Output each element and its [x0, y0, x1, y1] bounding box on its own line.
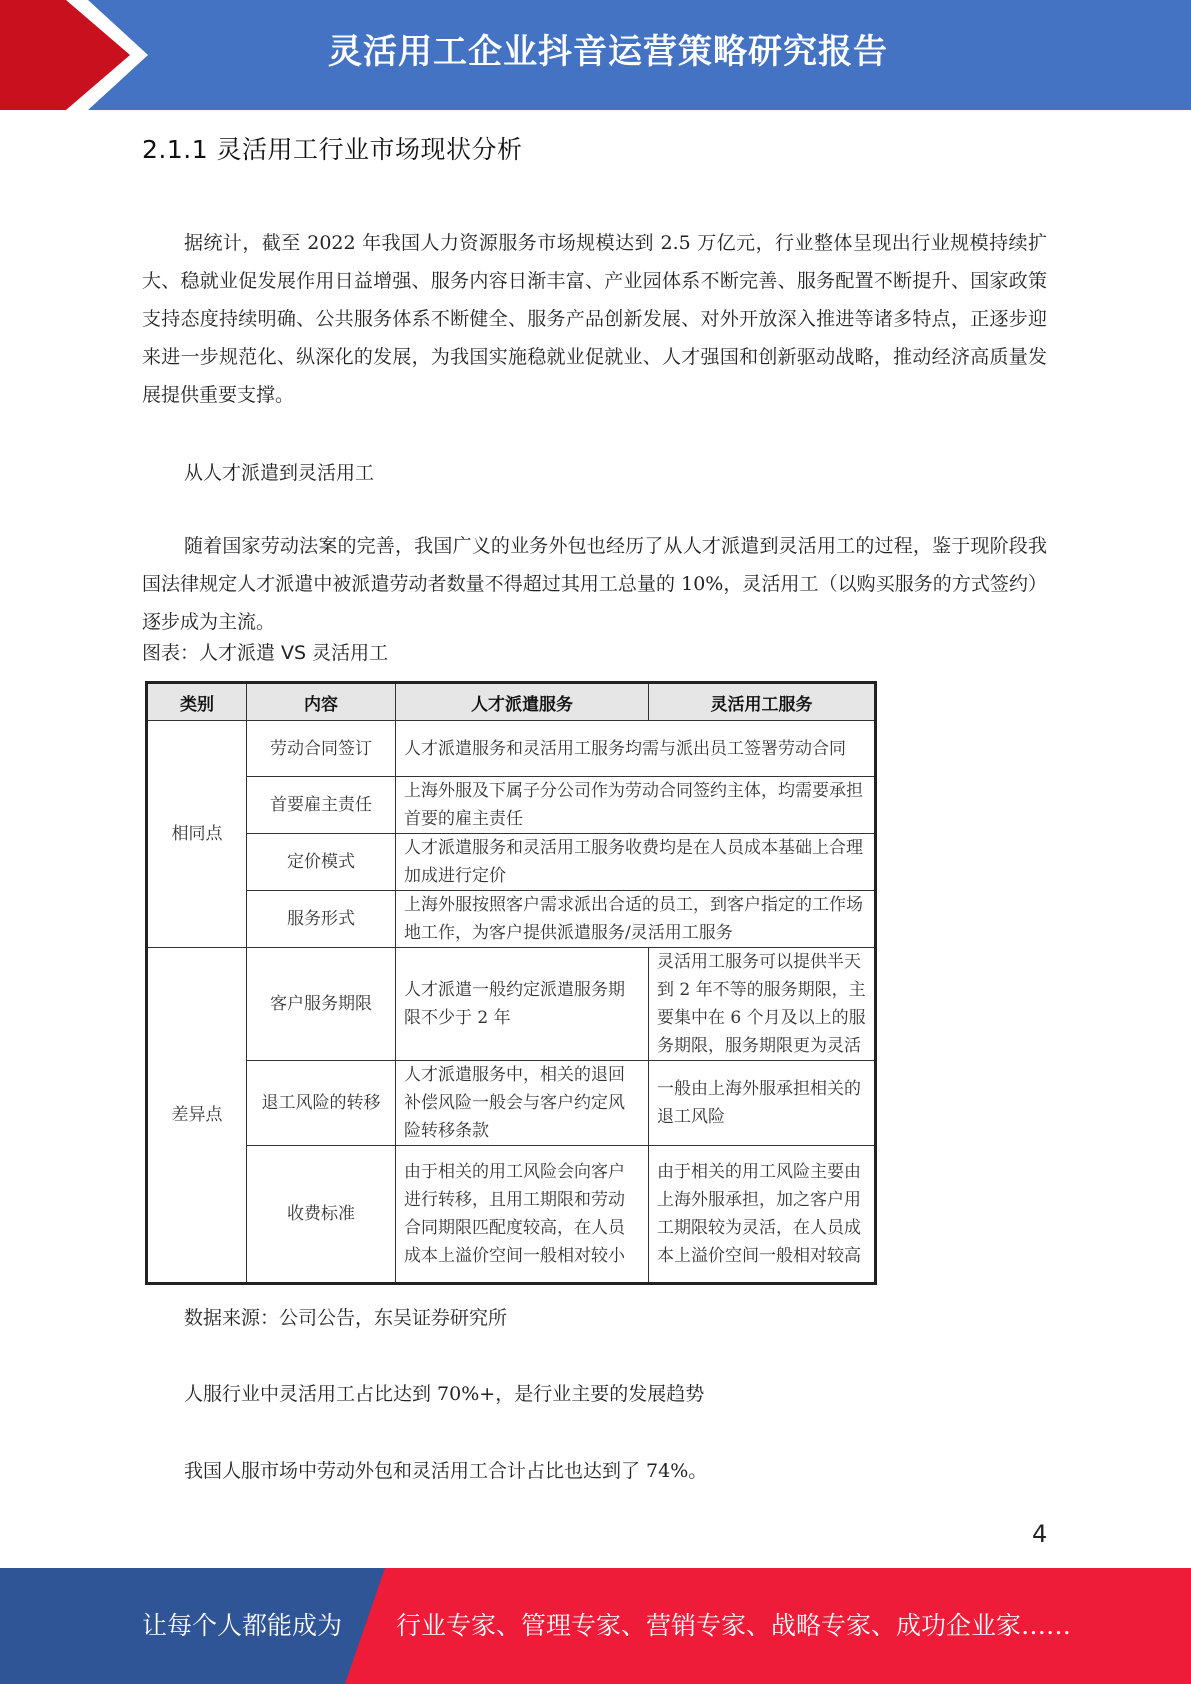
paragraph-labor-law: 随着国家劳动法案的完善，我国广义的业务外包也经历了从人才派遣到灵活用工的过程，鉴于现阶段我国法律规定人才派遣中被派遣劳动者数量不得超过其用工总量的 10%，灵活用工（以购买服务的方式签约）逐步成为主流。	[142, 535, 1047, 633]
paragraph-outsourcing-share: 我国人服市场中劳动外包和灵活用工合计占比也达到了 74%。	[184, 1460, 708, 1482]
row-text: 人才派遣服务和灵活用工服务收费均是在人员成本基础上合理加成进行定价	[396, 834, 876, 891]
row-item: 收费标准	[247, 1146, 396, 1284]
row-flex-text: 一般由上海外服承担相关的退工风险	[649, 1061, 876, 1146]
row-flex-text: 由于相关的用工风险主要由上海外服承担，加之客户用工期限较为灵活，在人员成本上溢价空间一般相对较高	[649, 1146, 876, 1284]
row-item: 首要雇主责任	[247, 777, 396, 834]
paragraph-flex-share: 人服行业中灵活用工占比达到 70%+，是行业主要的发展趋势	[184, 1383, 705, 1405]
category-diff: 差异点	[147, 948, 247, 1284]
row-item: 客户服务期限	[247, 948, 396, 1061]
page-header	[0, 0, 1191, 110]
comparison-table	[145, 681, 877, 1277]
table-row	[147, 834, 876, 891]
footer-slogan-left: 让每个人都能成为	[142, 1611, 343, 1640]
row-text: 人才派遣服务和灵活用工服务均需与派出员工签署劳动合同	[396, 721, 876, 777]
category-same: 相同点	[147, 721, 247, 948]
figure-caption: 图表：人才派遣 VS 灵活用工	[142, 642, 389, 664]
header-flex: 灵活用工服务	[649, 683, 876, 721]
table-header-row	[147, 683, 876, 721]
row-dispatch-text: 人才派遣一般约定派遣服务期限不少于 2 年	[396, 948, 649, 1061]
header-content: 内容	[247, 683, 396, 721]
row-item: 退工风险的转移	[247, 1061, 396, 1146]
data-source: 数据来源：公司公告，东吴证券研究所	[184, 1307, 508, 1329]
table-row	[147, 948, 876, 1061]
row-flex-text: 灵活用工服务可以提供半天到 2 年不等的服务期限，主要集中在 6 个月及以上的服务期限，服务期限更为灵活	[649, 948, 876, 1061]
table-row	[147, 1146, 876, 1284]
header-dispatch: 人才派遣服务	[396, 683, 649, 721]
section-heading: 2.1.1 灵活用工行业市场现状分析	[142, 135, 523, 164]
subheading-dispatch-to-flex: 从人才派遣到灵活用工	[184, 462, 375, 484]
row-item: 定价模式	[247, 834, 396, 891]
row-dispatch-text: 人才派遣服务中，相关的退回补偿风险一般会与客户约定风险转移条款	[396, 1061, 649, 1146]
page-footer	[0, 1568, 1191, 1684]
paragraph-market-size: 据统计，截至 2022 年我国人力资源服务市场规模达到 2.5 万亿元，行业整体呈现出行业规模持续扩大、稳就业促发展作用日益增强、服务内容日渐丰富、产业园体系不断完善、服务配置不断提升、国家政策支持态度持续明确、公共服务体系不断健全、服务产品创新发展、对外开放深入推进等诸多特点，正逐步迎来进一步规范化、纵深化的发展，为我国实施稳就业促就业、人才强国和创新驱动战略，推动经济高质量发展提供重要支撑。	[142, 232, 1047, 406]
table-row	[147, 721, 876, 777]
table-row	[147, 777, 876, 834]
row-item: 服务形式	[247, 891, 396, 948]
header-category: 类别	[147, 683, 247, 721]
report-title: 灵活用工企业抖音运营策略研究报告	[328, 32, 888, 72]
table-row	[147, 891, 876, 948]
footer-slogan-right: 行业专家、管理专家、营销专家、战略专家、成功企业家……	[396, 1611, 1072, 1640]
page-number: 4	[1032, 1520, 1048, 1548]
table-row	[147, 1061, 876, 1146]
row-dispatch-text: 由于相关的用工风险会向客户进行转移，且用工期限和劳动合同期限匹配度较高，在人员成本上溢价空间一般相对较小	[396, 1146, 649, 1284]
row-item: 劳动合同签订	[247, 721, 396, 777]
row-text: 上海外服按照客户需求派出合适的员工，到客户指定的工作场地工作，为客户提供派遣服务/灵活用工服务	[396, 891, 876, 948]
row-text: 上海外服及下属子分公司作为劳动合同签约主体，均需要承担首要的雇主责任	[396, 777, 876, 834]
